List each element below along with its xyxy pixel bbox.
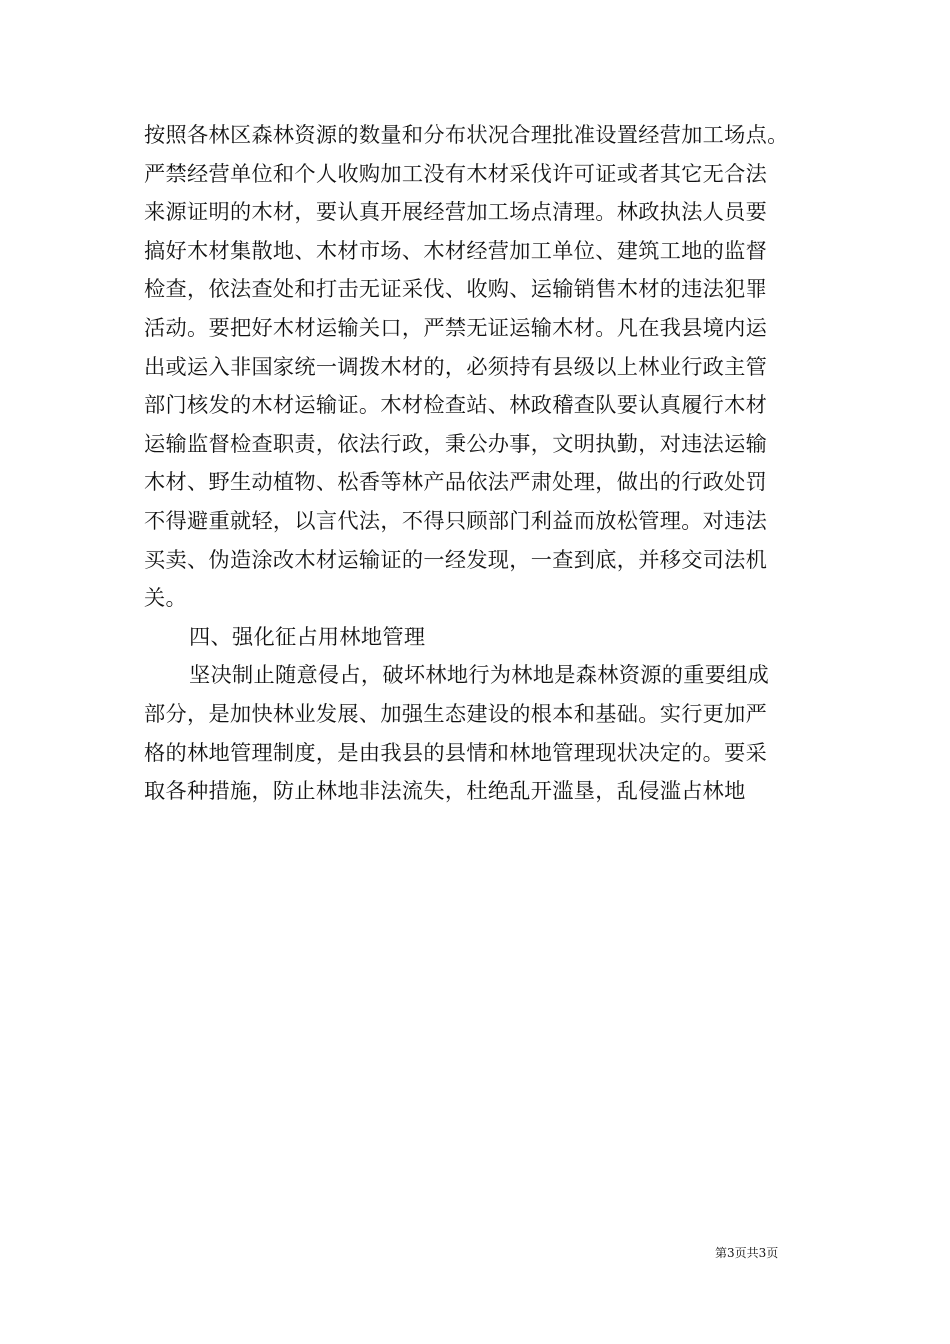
paragraph-line: 不得避重就轻，以言代法，不得只顾部门利益而放松管理。对违法 xyxy=(144,507,768,533)
document-body xyxy=(144,116,814,811)
paragraph-line: 检查，依法查处和打击无证采伐、收购、运输销售木材的违法犯罪 xyxy=(144,276,768,302)
page-number-footer: 第3页共3页 xyxy=(715,1246,779,1260)
paragraph-line: 坚决制止随意侵占，破坏林地行为林地是森林资源的重要组成 xyxy=(189,662,770,688)
paragraph-line: 按照各林区森林资源的数量和分布状况合理批准设置经营加工场点。 xyxy=(144,122,789,147)
paragraph-line: 木材、野生动植物、松香等林产品依法严肃处理，做出的行政处罚 xyxy=(144,469,768,495)
paragraph-line: 格的林地管理制度，是由我县的县情和林地管理现状决定的。要采 xyxy=(144,739,768,765)
paragraph-line: 来源证明的木材，要认真开展经营加工场点清理。林政执法人员要 xyxy=(144,199,768,225)
paragraph-line: 活动。要把好木材运输关口，严禁无证运输木材。凡在我县境内运 xyxy=(144,314,768,340)
paragraph-line: 搞好木材集散地、木材市场、木材经营加工单位、建筑工地的监督 xyxy=(144,237,768,263)
paragraph-line: 部分，是加快林业发展、加强生态建设的根本和基础。实行更加严 xyxy=(144,700,768,726)
paragraph-line: 运输监督检查职责，依法行政，秉公办事，文明执勤，对违法运输 xyxy=(144,430,768,456)
paragraph-line: 出或运入非国家统一调拨木材的，必须持有县级以上林业行政主管 xyxy=(144,353,768,379)
paragraph-line: 买卖、伪造涂改木材运输证的一经发现，一查到底，并移交司法机 xyxy=(144,546,768,572)
paragraph-line: 部门核发的木材运输证。木材检查站、林政稽查队要认真履行木材 xyxy=(144,392,768,418)
paragraph-line: 关。 xyxy=(144,585,187,611)
paragraph-line: 取各种措施，防止林地非法流失，杜绝乱开滥垦，乱侵滥占林地 xyxy=(144,778,746,804)
paragraph-line: 严禁经营单位和个人收购加工没有木材采伐许可证或者其它无合法 xyxy=(144,160,768,186)
section-heading: 四、强化征占用林地管理 xyxy=(189,623,426,649)
